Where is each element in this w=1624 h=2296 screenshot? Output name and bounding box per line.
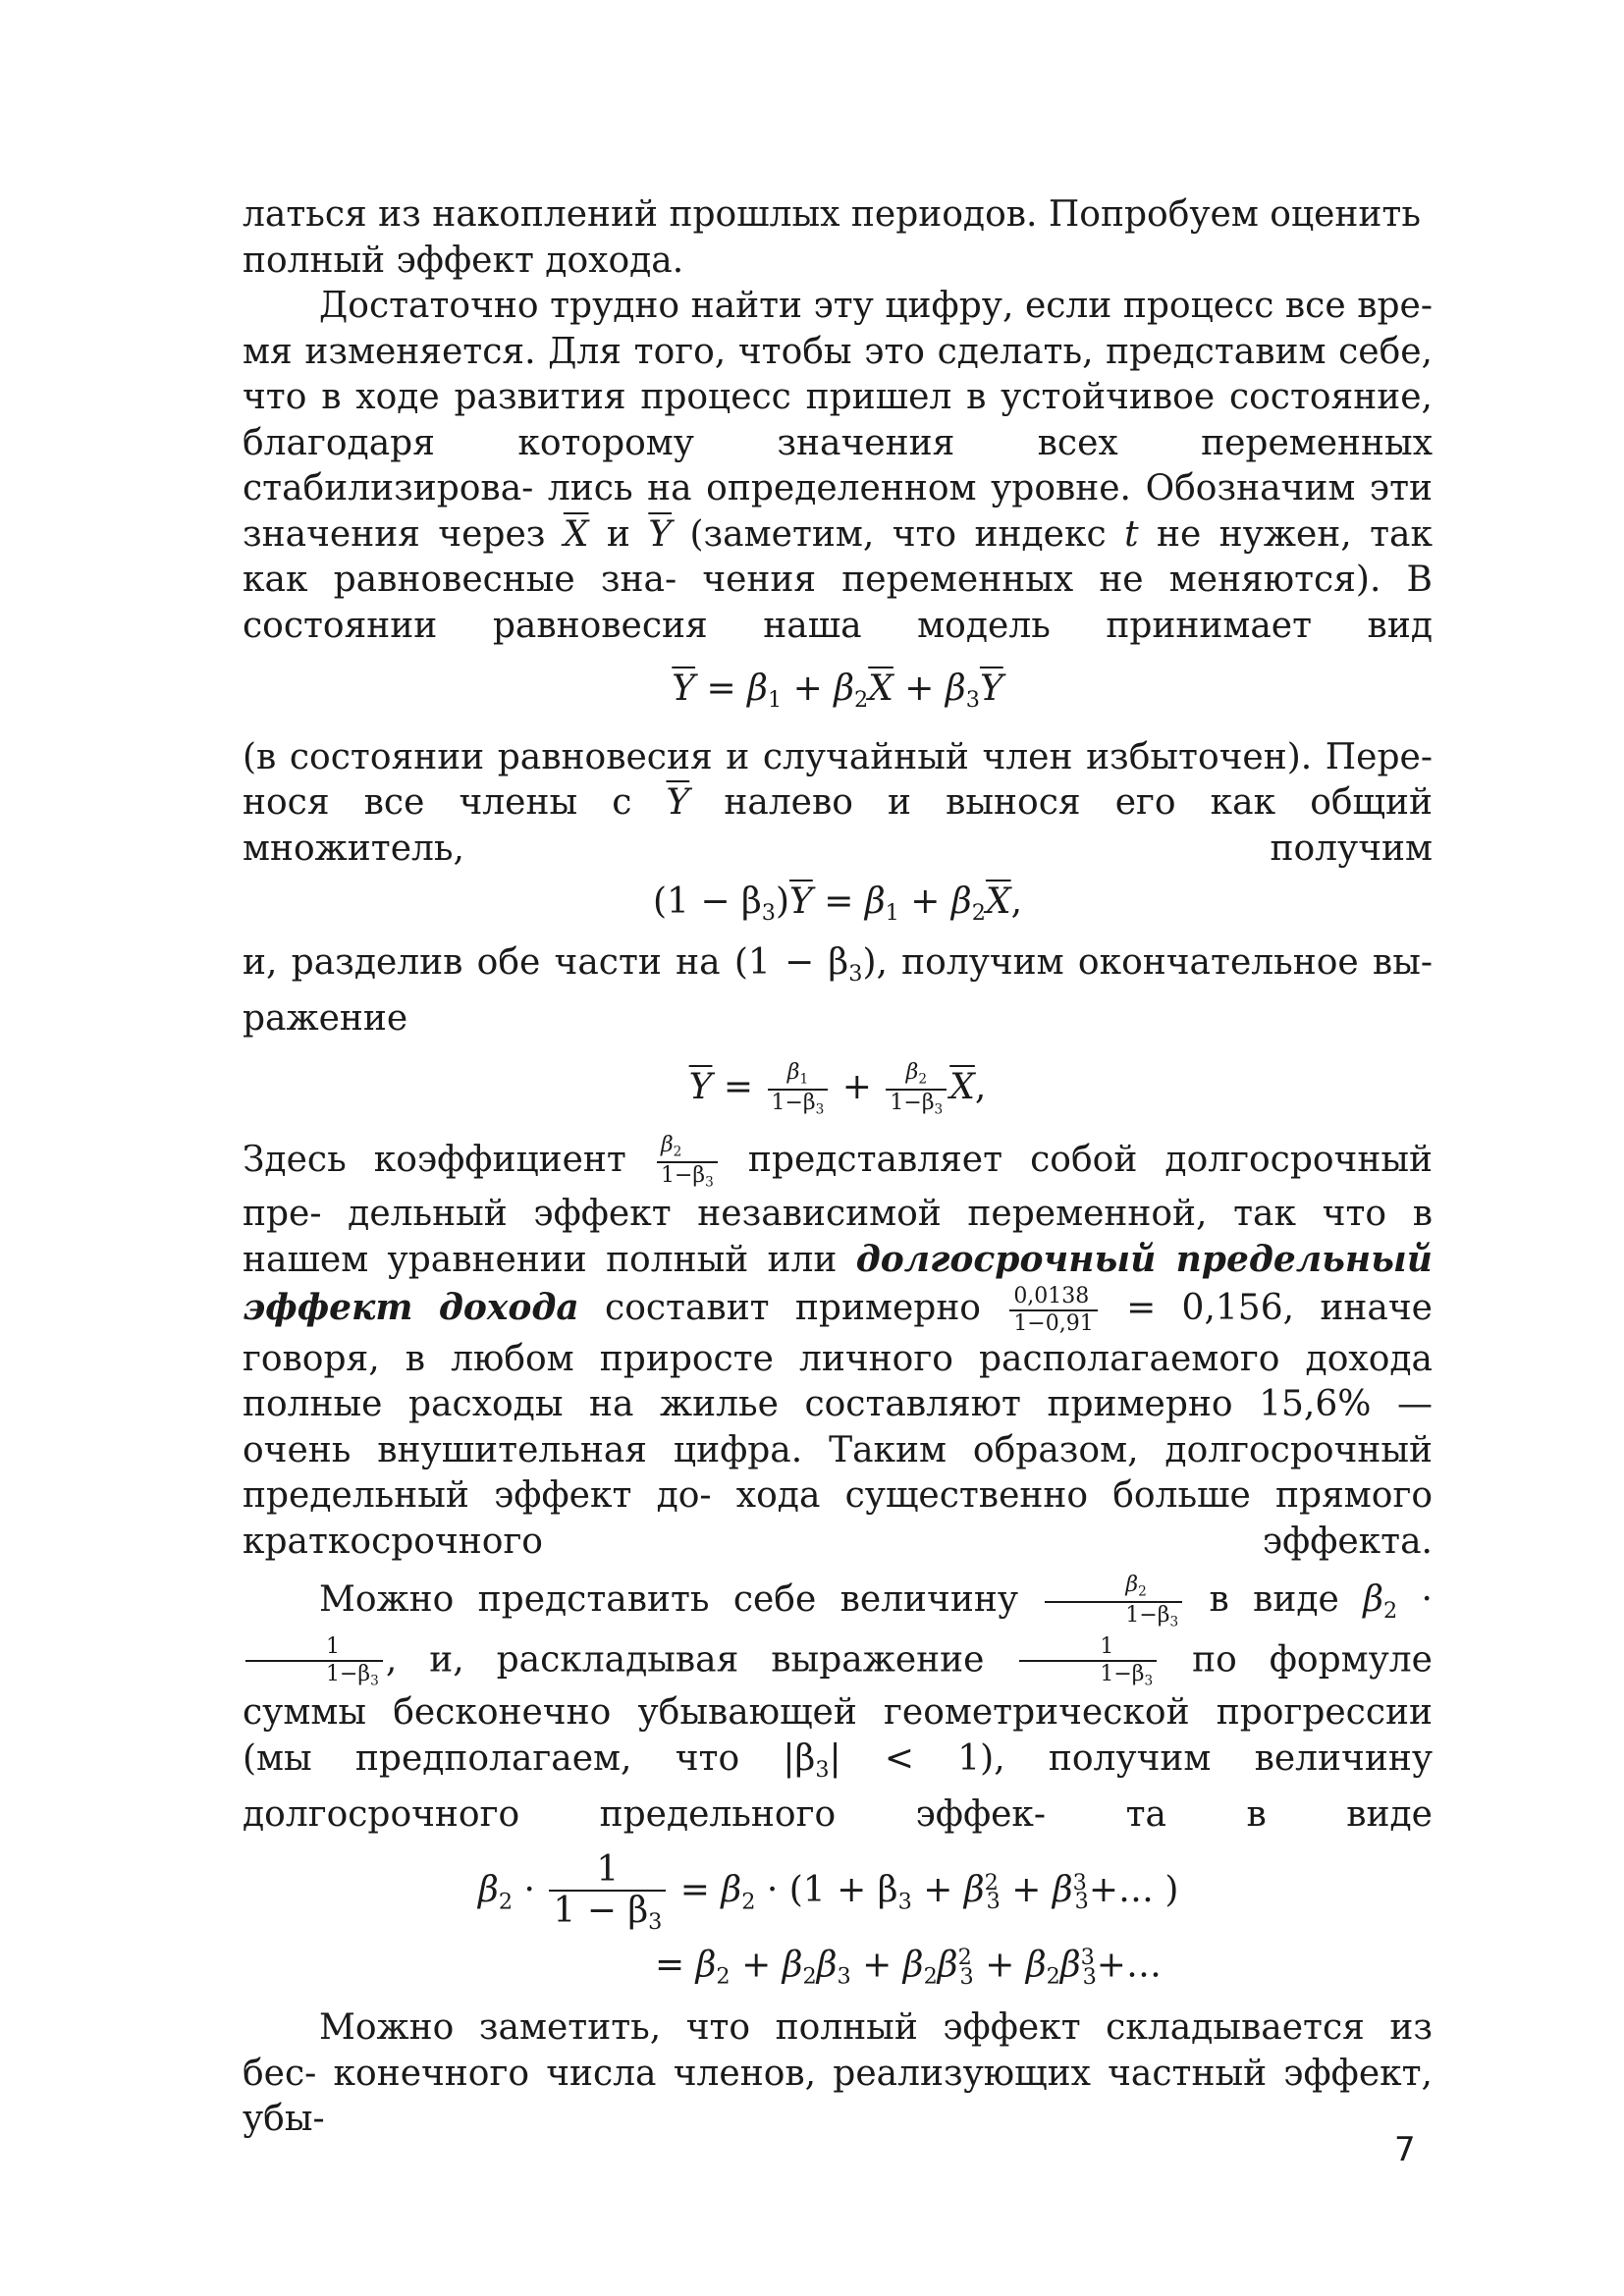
- paragraph-1: латься из накоплений прошлых периодов. Попробуем оценить полный эффект дохода.: [243, 194, 1421, 281]
- paragraph-4: и, разделив обе части на $(1 - \beta_3)$, получим окончательное вы- ражение: [243, 941, 1434, 1040]
- paragraph-2: Достаточно трудно найти эту цифру, если процесс все вре- мя изменяется. Для того, чтобы это сделать, представим себе, что в ходе развития процесс пришел в устойчивое состояние, благодаря которому значения всех переменных стабилизирова- лись на определенном уровне. Обозначим эти значения через $\overline{X}$ и $\overline{Y}$ (заметим, что индекс t не нужен, так как равновесные зна- чения переменных не меняются). В состоянии равновесия наша модель принимает вид: [243, 286, 1433, 646]
- equation-final: $\overline{Y}$ = $\frac{\beta_1}{1-\beta_3}$ + $\frac{\beta_2}{1-\beta_3}$ $\overline{X}$,: [688, 1059, 987, 1118]
- x-bar: $\overline{X}$: [563, 513, 589, 555]
- paragraph-6: Можно представить себе величину $\frac{\beta_2}{1-\beta_3}$ в виде $\beta_2$ · $\frac{1}{1-\beta_3}$ , и, раскладывая выражение $\frac{1}{1-\beta_3}$ по формуле суммы бесконечно убывающей геометрической прогрессии (мы предполагаем, что $|\beta_3| < 1$), получим величину долгосрочного предельного эффек- та в виде: [243, 1573, 1434, 1836]
- paragraph-7: Можно заметить, что полный эффект складывается из бес- конечного числа членов, реализующих частный эффект, убы-: [243, 2007, 1433, 2140]
- paragraph-5: Здесь коэффициент $\frac{\beta_2}{1-\beta_3}$ представляет собой долгосрочный пре- дельный эффект независимой переменной, так что в нашем уравнении полный или долгосрочный предельный эффект дохода составит примерно $\frac{0,0138}{1-0,91}$ = 0,156, иначе говоря, в любом приросте личного располагаемого дохода полные расходы на жилье составляют примерно 15,6% — очень внушительная цифра. Таким образом, долгосрочный предельный эффект до- хода существенно больше прямого краткосрочного эффекта.: [243, 1132, 1433, 1562]
- page-number: 7: [1394, 2130, 1416, 2169]
- equation-series: $\beta_2$ · $\frac{1}{1 - \beta_3}$ = $\beta_2 \cdot (1 + \beta_3 + \beta^2_3$ + $\beta^3_3+\dots$ ) = $\beta_2 + \beta_2\beta_3 + \beta_2\beta^2_3$ + $\beta_2\beta^3_3+\dots$: [478, 1848, 1179, 1990]
- y-bar: $\overline{Y}$: [648, 513, 673, 555]
- equation-factored: $(1 - \beta_3)\overline{Y} = \beta_1 + \beta_2\overline{X}$,: [652, 881, 1023, 927]
- paragraph-3: (в состоянии равновесия и случайный член избыточен). Пере- нося все члены с $\overline{Y}$ налево и вынося его как общий множитель, получим: [243, 736, 1433, 869]
- equation-equilibrium: $\overline{Y} = \beta_1 + \beta_2\overline{X} + \beta_3\overline{Y}$: [672, 668, 1003, 714]
- page-body: [243, 192, 1433, 2143]
